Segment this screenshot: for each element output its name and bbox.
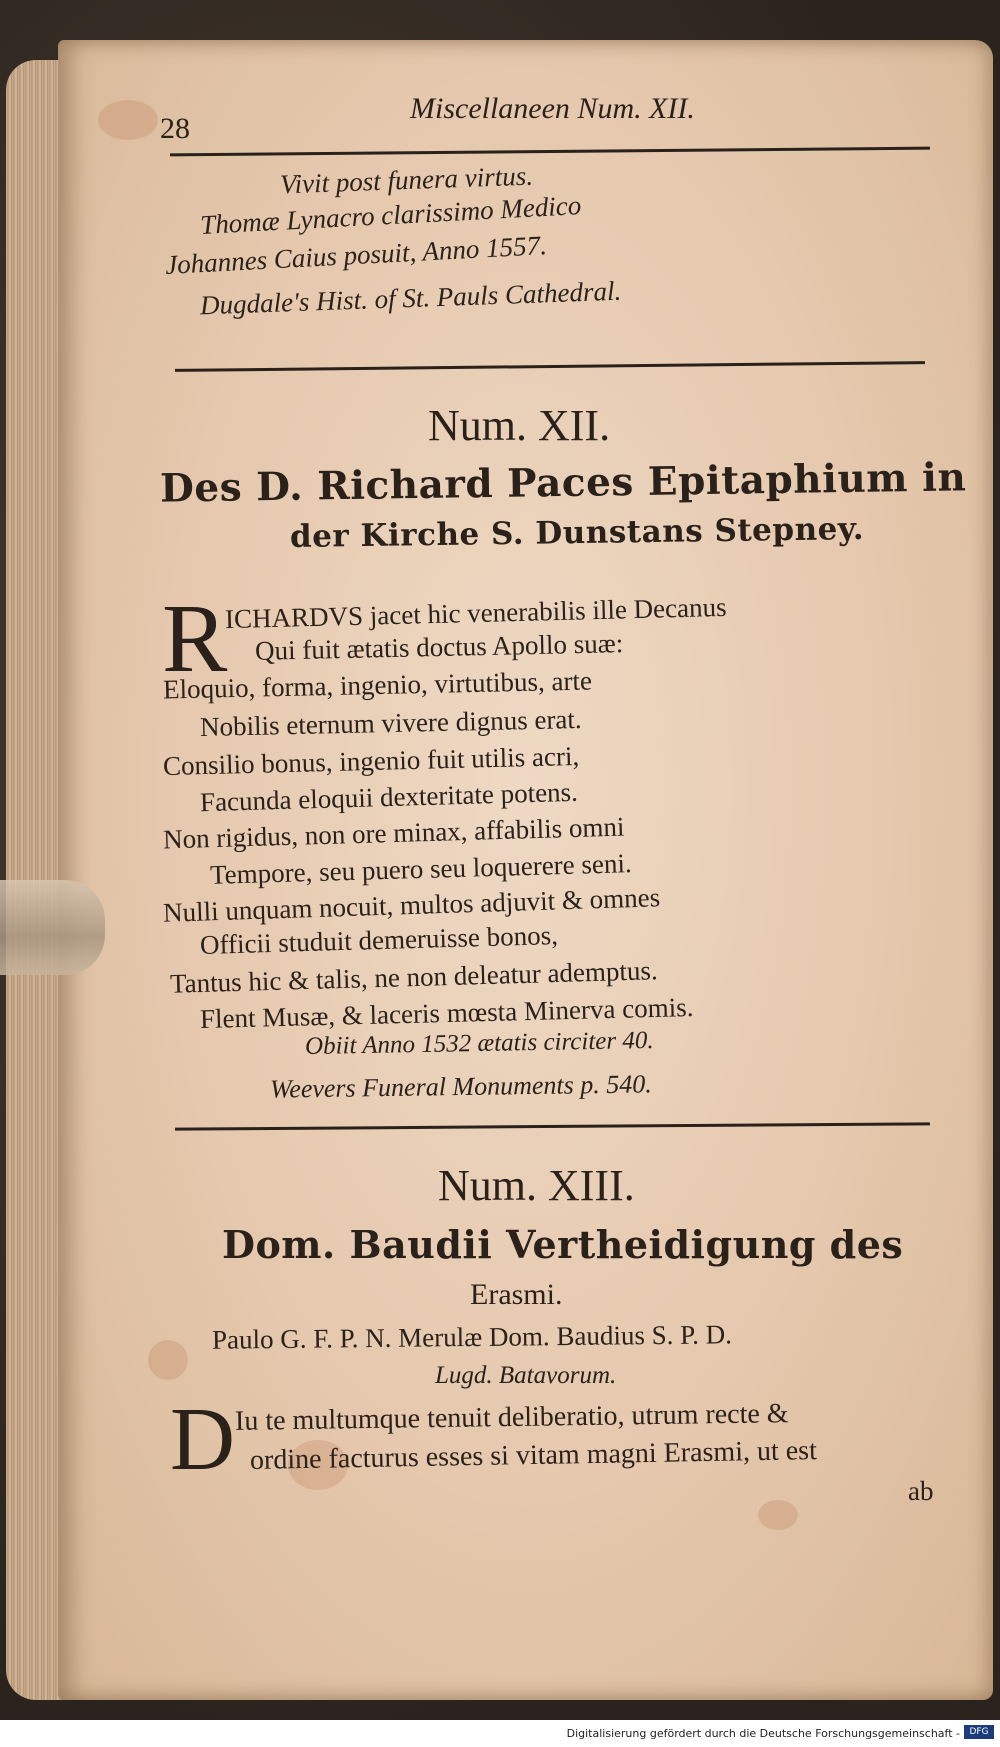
page-number: 28 — [160, 112, 190, 145]
running-title: Miscellaneen Num. XII. — [410, 92, 695, 125]
source-citation: Weevers Funeral Monuments p. 540. — [269, 1069, 652, 1104]
poem-line: Nulli unquam nocuit, multos adjuvit & omnes — [162, 882, 661, 928]
poem-line: Qui fuit ætatis doctus Apollo suæ: — [254, 628, 624, 666]
section-title: Des D. Richard Paces Epitaphium in — [159, 454, 967, 512]
source-citation: Dugdale's Hist. of St. Pauls Cathedral. — [199, 275, 622, 321]
poem-line: Nobilis eternum vivere dignus erat. — [199, 704, 582, 742]
foxing-stain — [148, 1340, 188, 1380]
salutation: Paulo G. F. P. N. Merulæ Dom. Baudius S. P. D. — [211, 1319, 733, 1355]
digitization-credit: Digitalisierung gefördert durch die Deutsche Forschungsgemeinschaft - — [566, 1727, 960, 1740]
catchword: ab — [908, 1476, 934, 1506]
prior-line: Vivit post funera virtus. — [279, 160, 534, 200]
poem-line: Eloquio, forma, ingenio, virtutibus, arte — [162, 665, 593, 705]
section-number: Num. XII. — [428, 401, 611, 450]
obiit-line: Obiit Anno 1532 ætatis circiter 40. — [304, 1026, 654, 1061]
body-line: ordine facturus esses si vitam magni Erasmi, ut est — [249, 1435, 818, 1476]
drop-capital: R — [162, 585, 228, 693]
poem-line: ICHARDVS jacet hic venerabilis ille Decanus — [224, 591, 727, 635]
poem-line: Tantus hic & talis, ne non deleatur ademptus. — [169, 955, 659, 999]
prior-line: Thomæ Lynacro clarissimo Medico — [199, 190, 582, 240]
page-clip — [0, 880, 105, 975]
poem-line: Tempore, seu puero seu loquerere seni. — [209, 848, 633, 890]
poem-line: Non rigidus, non ore minax, affabilis omni — [162, 811, 625, 855]
poem-line: Flent Musæ, & laceris mœsta Minerva comis. — [199, 991, 694, 1035]
poem-line: Officii studuit demeruisse bonos, — [199, 920, 559, 960]
place-line: Lugd. Batavorum. — [435, 1362, 617, 1389]
section-title: Dom. Baudii Vertheidigung des — [222, 1222, 904, 1267]
section-subtitle: Erasmi. — [470, 1278, 563, 1311]
body-line: Iu te multumque tenuit deliberatio, utrum recte & — [234, 1398, 789, 1437]
prior-line: Johannes Caius posuit, Anno 1557. — [164, 230, 548, 280]
poem-line: Facunda eloquii dexteritate potens. — [199, 776, 579, 818]
foxing-stain — [98, 100, 158, 140]
foxing-stain — [758, 1500, 798, 1530]
poem-line: Consilio bonus, ingenio fuit utilis acri, — [162, 740, 580, 782]
section-number: Num. XIII. — [438, 1161, 635, 1210]
section-subtitle: der Kirche S. Dunstans Stepney. — [289, 510, 865, 556]
drop-capital: D — [170, 1390, 235, 1489]
dfg-logo: DFG — [964, 1725, 994, 1739]
